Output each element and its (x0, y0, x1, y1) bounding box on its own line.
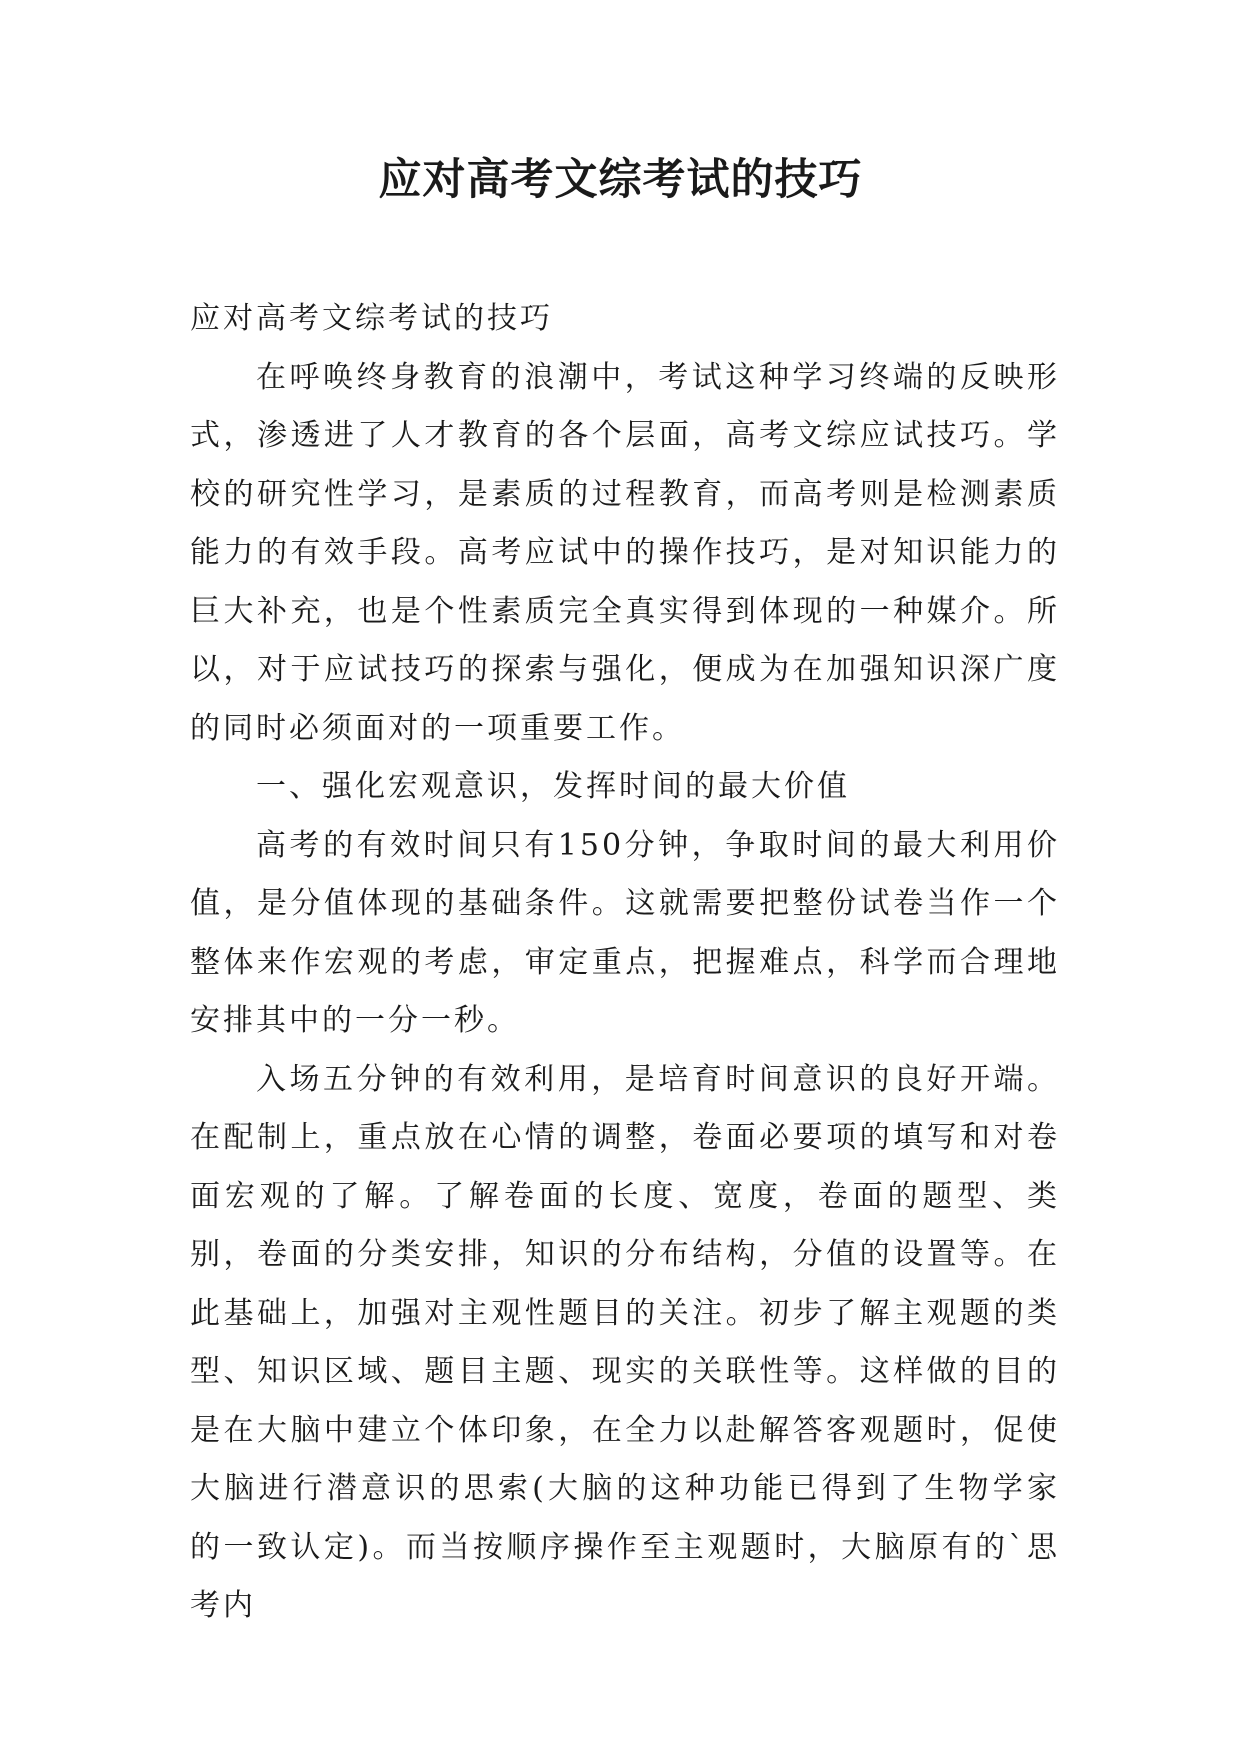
paragraph-time: 高考的有效时间只有150分钟，争取时间的最大利用价值，是分值体现的基础条件。这就需要把整份试卷当作一个整体来作宏观的考虑，审定重点，把握难点，科学而合理地安排其中的一分一秒。 (190, 827, 1060, 1038)
paragraph-intro: 在呼唤终身教育的浪潮中，考试这种学习终端的反映形式，渗透进了人才教育的各个层面，高考文综应试技巧。学校的研究性学习，是素质的过程教育，而高考则是检测素质能力的有效手段。高考应试中的操作技巧，是对知识能力的巨大补充，也是个性素质完全真实得到体现的一种媒介。所以，对于应试技巧的探索与强化，便成为在加强知识深广度的同时必须面对的一项重要工作。 (190, 359, 1060, 746)
body-heading: 应对高考文综考试的技巧 (190, 301, 553, 336)
paragraph-five-minutes: 入场五分钟的有效利用，是培育时间意识的良好开端。在配制上，重点放在心情的调整，卷面必要项的填写和对卷面宏观的了解。了解卷面的长度、宽度，卷面的题型、类别，卷面的分类安排，知识的分布结构，分值的设置等。在此基础上，加强对主观性题目的关注。初步了解主观题的类型、知识区域、题目主题、现实的关联性等。这样做的目的是在大脑中建立个体印象，在全力以赴解答客观题时，促使大脑进行潜意识的思索(大脑的这种功能已得到了生物学家的一致认定)。而当按顺序操作至主观题时，大脑原有的`思考内 (190, 1061, 1060, 1623)
document-body (190, 290, 1060, 1636)
document-title: 应对高考文综考试的技巧 (378, 155, 863, 205)
section-heading-1: 一、强化宏观意识，发挥时间的最大价值 (256, 769, 850, 804)
